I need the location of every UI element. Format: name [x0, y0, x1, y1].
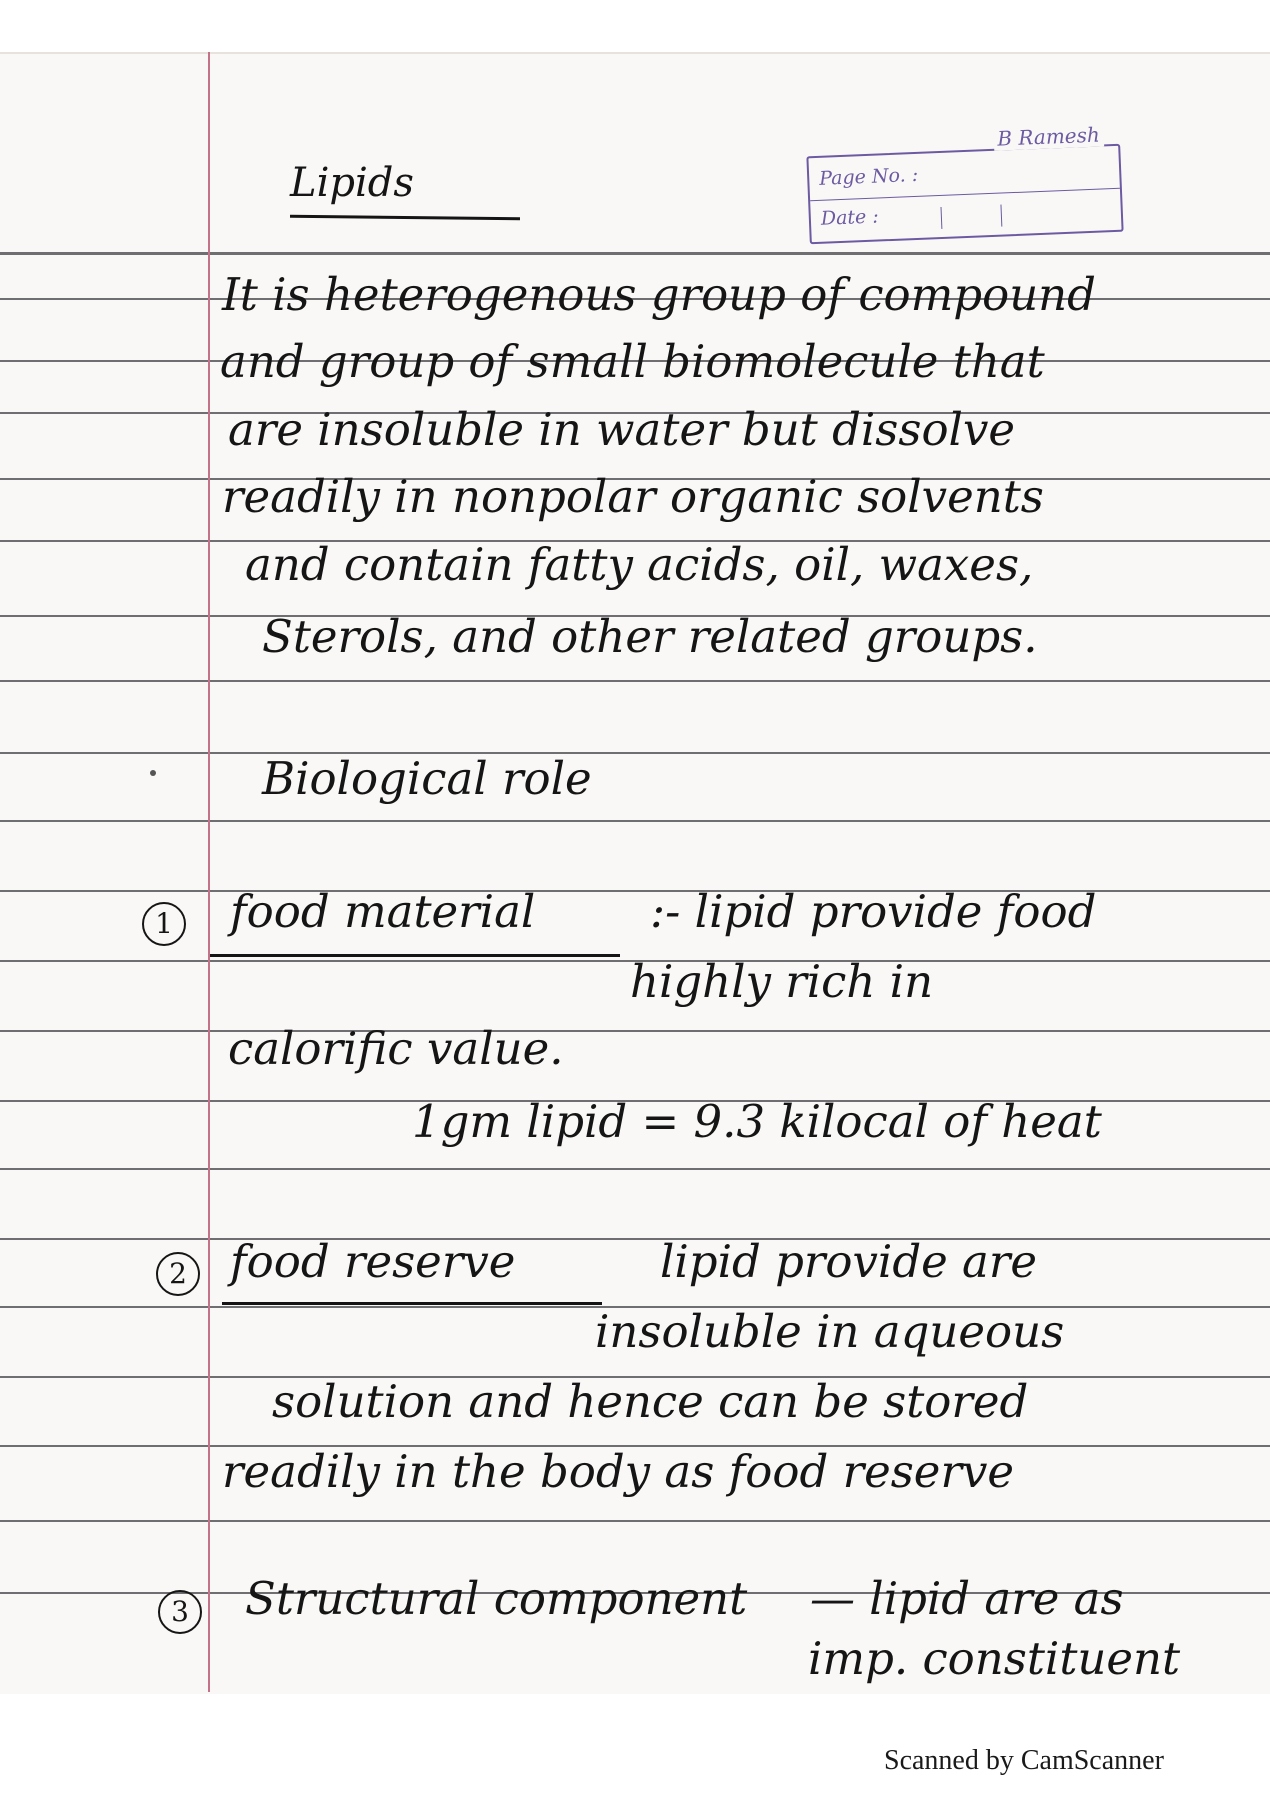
- section-heading: Biological role: [262, 752, 592, 805]
- page-title: Lipids: [290, 160, 414, 206]
- scanner-watermark: Scanned by CamScanner: [884, 1745, 1164, 1776]
- definition-line: Sterols, and other related groups.: [262, 610, 1038, 663]
- point-text: imp. constituent: [808, 1632, 1181, 1685]
- margin-line: [208, 52, 210, 1692]
- stamp-divider: [810, 188, 1120, 201]
- point-text: calorific value.: [228, 1022, 564, 1075]
- point-text: 1gm lipid = 9.3 kilocal of heat: [412, 1095, 1102, 1148]
- definition-line: and contain fatty acids, oil, waxes,: [245, 538, 1034, 591]
- point-text: insoluble in aqueous: [595, 1305, 1065, 1358]
- heading-underline: [210, 954, 620, 957]
- heading-underline: [222, 1302, 602, 1305]
- ruled-line: [0, 680, 1270, 682]
- page-no-label: Page No. :: [818, 163, 919, 190]
- point-number: 2: [156, 1252, 200, 1296]
- definition-line: are insoluble in water but dissolve: [228, 403, 1015, 456]
- stamp-owner-name: B Ramesh: [993, 122, 1104, 150]
- point-text: readily in the body as food reserve: [222, 1445, 1015, 1498]
- definition-line: It is heterogenous group of compound: [222, 268, 1096, 321]
- point-text: :- lipid provide food: [650, 885, 1097, 938]
- point-text: highly rich in: [630, 955, 934, 1008]
- date-separator: [941, 207, 943, 229]
- ruled-line: [0, 820, 1270, 822]
- ruled-line: [0, 1030, 1270, 1032]
- page-date-stamp: [806, 122, 1123, 245]
- definition-line: readily in nonpolar organic solvents: [222, 470, 1044, 523]
- bullet-dot: [150, 770, 156, 776]
- definition-line: and group of small biomolecule that: [220, 335, 1045, 388]
- ruled-line: [0, 1520, 1270, 1522]
- point-text: — lipid are as: [810, 1572, 1124, 1625]
- point-heading: food reserve: [230, 1235, 516, 1288]
- point-text: lipid provide are: [660, 1235, 1038, 1288]
- point-text: solution and hence can be stored: [272, 1375, 1029, 1428]
- ruled-line: [0, 252, 1270, 255]
- ruled-line: [0, 752, 1270, 754]
- point-number: 1: [142, 902, 186, 946]
- point-heading: food material: [230, 885, 536, 938]
- ruled-line: [0, 1238, 1270, 1240]
- date-separator: [1000, 205, 1002, 227]
- date-label: Date :: [820, 205, 880, 230]
- point-heading: Structural component: [245, 1572, 748, 1625]
- ruled-line: [0, 1168, 1270, 1170]
- point-number: 3: [158, 1590, 202, 1634]
